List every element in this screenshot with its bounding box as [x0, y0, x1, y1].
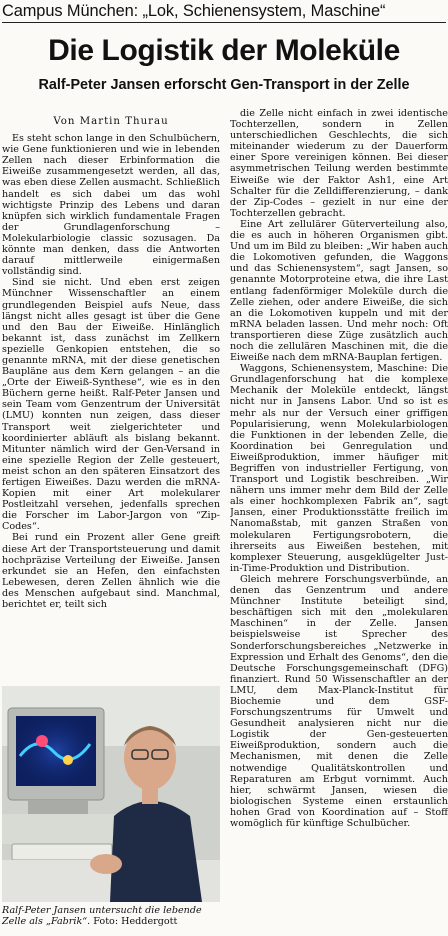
caption-text: Ralf-Peter Jansen untersucht die lebende Zelle als „Fabrik“. — [2, 905, 202, 928]
subheadline: Ralf-Peter Jansen erforscht Gen-Transport in der Zelle — [38, 77, 410, 93]
photo-credit: Foto: Heddergott — [93, 916, 178, 928]
paragraph: Waggons, Schienensystem, Maschine: Die Grundlagenforschung hat die komplexe Mechanik der Moleküle entdeckt, längst nicht nur in Jansens Labor. Und so ist es mehr als nur der Versuch einer griffigen Popularisierung, wenn Molekularbiologen die Funktionen in der lebenden Zelle, die Koordination bei Genregulation und Eiweißproduktion, immer häufiger mit Begriffen von industrieller Fertigung, von Transport und Logistik beschreiben. „Wir nähern uns immer mehr dem Bild der Zelle als einer hochkomplexen Fabrik an“, sagt Jansen, einer Produktionsstätte freilich im Nanomaßstab, mit ganzen Straßen von molekularen Fertigungsrobotern, die ihrerseits aus Eiweißen bestehen, mit komplexer Steuerung, ausgeklügelter Just-in-Time-Produktion und Distribution. — [230, 363, 448, 574]
photo-caption — [2, 905, 220, 927]
byline: Von Martin Thurau — [53, 116, 169, 127]
paragraph: Es steht schon lange in den Schulbüchern, wie Gene funktionieren und wie in lebenden Zellen nach dieser Erbinformation die Eiweiße zusammengesetzt werden, all das, was eben diese Zellen ausmacht. Schließlich handelt es sich dabei um das wohl wichtigste Prinzip des Lebens und daran knüpfen sich wirklich fundamentale Fragen der Grundlagenforschung – Molekularbiologie classic sozusagen. Da könnte man denken, dass die Antworten darauf mittlerweile einigermaßen vollständig sind. — [2, 133, 220, 278]
photo-illustration — [2, 686, 220, 902]
paragraph: Eine Art zellulärer Güterverteilung also, die es auch in höheren Organismen gibt. Und um im Bild zu bleiben: „Wir haben auch die Lokomotiven gefunden, die Waggons und das Schienensystem“, sagt Jansen, so genannte Motorproteine etwa, die ihre Last entlang fadenförmiger Moleküle durch die Zelle ziehen, oder andere Eiweiße, die sich an die Lokomotiven kuppeln und mit der mRNA beladen lassen. Und mehr noch: Oft transportieren diese Züge zusätzlich auch noch die zellulären Maschinen mit, die die Eiweiße nach dem mRNA-Bauplan fertigen. — [230, 218, 448, 364]
section-header: Campus München: „Lok, Schienensystem, Maschine“ — [2, 0, 446, 23]
photo — [2, 686, 220, 902]
headline: Die Logistik der Moleküle — [48, 34, 400, 67]
paragraph: Sind sie nicht. Und eben erst zeigen Münchner Wissenschaftler an einem grundlegenden Beispiel aufs Neue, dass längst nicht alles gesagt ist über die Gene und den Bau der Eiweiße. Hinlänglich bekannt ist, dass zunächst im Zellkern spezielle Genkopien entstehen, die so genannte mRNA, mit der diese genetischen Baupläne aus dem Kern gelangen – an die „Orte der Eiweiß-Synthese“, wie es in den Büchern gerne heißt. Ralf-Peter Jansen und sein Team vom Genzentrum der Universität (LMU) konnten nun zeigen, dass dieser Transport weit zielgerichteter und koordinierter abläuft als bislang bekannt. Mitunter nämlich wird der Gen-Versand in eine spezielle Region der Zelle gesteuert, meist schon an den späteren Einsatzort des fertigen Eiweißes. Dazu werden die mRNA-Kopien mit einer Art molekularer Postleitzahl versehen, jedenfalls sprechen die Forscher im Labor-Jargon von “Zip-Codes“. — [2, 277, 220, 533]
paragraph: Gleich mehrere Forschungsverbünde, an denen das Genzentrum und andere Münchner Institute beteiligt sind, beschäftigen sich mit den „molekularen Maschinen“ in der Zelle. Jansen beispielsweise ist Sprecher des Sonderforschungsbereiches „Netzwerke in Expression und Erhalt des Genoms“, den die Deutsche Forschungsgemeinschaft (DFG) finanziert. Rund 50 Wissenschaftler an der LMU, dem Max-Planck-Institut für Biochemie und dem GSF-Forschungszentrums für Umwelt und Gesundheit analysieren nicht nur die Logistik der Gen-gesteuerten Eiweißproduktion, sondern auch die Mechanismen, mit denen die Zelle notwendige Qualitätskontrollen und Reparaturen am Erbgut vornimmt. Auch hier, schwärmt Jansen, wiesen die biologischen Systeme einen erstaunlich hohen Grad von Koordination auf – Stoff womöglich für künftige Schulbücher. — [230, 573, 448, 829]
article-column-right — [230, 108, 448, 934]
paragraph: die Zelle nicht einfach in zwei identische Tochterzellen, sondern in Zellen unterschiedlichen Geschlechts, die sich miteinander wiederum zu der Dauerform einer Spore vereinigen können. Bei dieser asymmetrischen Teilung werden bestimmte Eiweiße wie der Faktor Ash1, eine Art Schalter für die Zelldifferenzierung, – dank der Zip-Codes – gezielt in nur eine der Tochterzellen gebracht. — [230, 108, 448, 219]
paragraph: Bei rund ein Prozent aller Gene greift diese Art der Transportsteuerung und damit hochpräzise Verteilung der Eiweiße. Jansen erkundet sie an Hefen, den einfachsten Lebewesen, deren Zellen ähnlich wie die des Menschen aufgebaut sind. Manchmal, berichtet er, teilt sich — [2, 532, 220, 611]
